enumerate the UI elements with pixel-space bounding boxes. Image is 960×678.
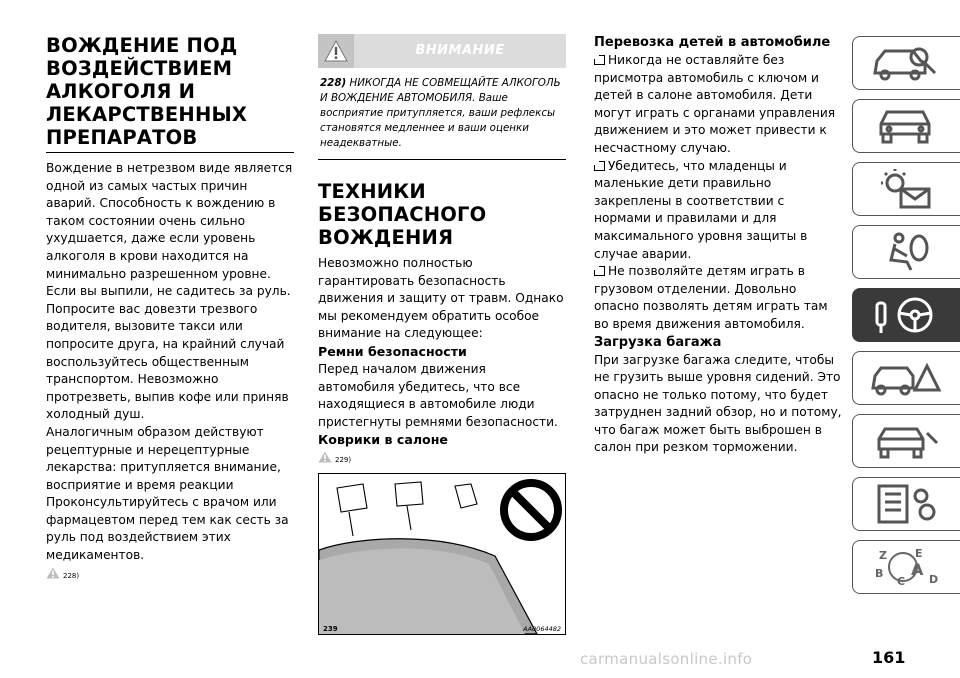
car-front-icon	[867, 104, 947, 148]
svg-text:E: E	[914, 547, 923, 560]
alcohol-paragraph: Вождение в нетрезвом виде является одной из самых частых причин аварий. Способность к вождению в таком состоянии очень сильно ухудшается, даже если уровень алкоголя в крови находится на минимально разрешенном уровне. Если вы выпили, не садитесь за руль. Попросите вас довезти трезвого водителя, вызовите такси или попросите друга, на крайний случай воспользуйтесь общественным транспортом. Невозможно протрезветь, выпив кофе или приняв холодный душ.	[46, 161, 293, 422]
warning-box	[318, 68, 566, 160]
tab-car-search[interactable]	[852, 36, 960, 90]
column-alcohol	[46, 34, 294, 581]
subheading-luggage: Загрузка багажа	[594, 334, 722, 350]
warning-title: ВНИМАНИЕ	[415, 43, 505, 58]
heading-rule	[46, 152, 294, 153]
medicine-paragraph: Аналогичным образом действуют рецептурные и нерецептурные лекарства: притупляется внимание, восприятие и время реакции Проконсультируйтесь с врачом или фармацевтом перед тем как сесть за руль под воздействием этих медикаментов.	[46, 424, 289, 563]
note-reference	[46, 567, 294, 581]
column-children	[594, 34, 844, 457]
warning-text: НИКОГДА НЕ СОВМЕЩАЙТЕ АЛКОГОЛЬ И ВОЖДЕНИЕ АВТОМОБИЛЯ. Ваше восприятие притупляется, ваши рефлексы становятся медленнее и ваши оценки неадекватные.	[320, 77, 561, 149]
bullet-icon	[594, 55, 605, 65]
tab-index[interactable]	[852, 540, 960, 594]
svg-text:C: C	[896, 575, 905, 588]
car-wrench-icon	[867, 419, 947, 463]
watermark: carmanualsonline.info	[580, 650, 753, 668]
subheading-seatbelts: Ремни безопасности	[318, 343, 467, 359]
section-heading-alcohol: ВОЖДЕНИЕ ПОД ВОЗДЕЙСТВИЕМ АЛКОГОЛЯ И ЛЕКАРСТВЕННЫХ ПРЕПАРАТОВ	[46, 34, 248, 149]
subheading-children: Перевозка детей в автомобиле	[594, 35, 831, 50]
car-warning-triangle-icon	[867, 356, 947, 400]
bullet-item: Не позволяйте детям играть в грузовом отделении. Довольно опасно позволять детям играть там во время движения автомобиля.	[594, 264, 828, 331]
page-number: 161	[872, 648, 906, 667]
airbag-seat-icon	[867, 230, 947, 274]
chapter-tabs	[852, 36, 960, 603]
note-number: 229)	[335, 456, 352, 465]
tab-car-front[interactable]	[852, 99, 960, 153]
tab-maintenance[interactable]	[852, 414, 960, 468]
svg-text:D: D	[928, 573, 938, 586]
luggage-paragraph: При загрузке багажа следите, чтобы не грузить выше уровня сидений. Это опасно не только потому, что будет затруднен задний обзор, но и потому, что багаж может быть выброшен в салон при резком торможении.	[594, 352, 842, 455]
warning-triangle-icon	[46, 567, 60, 579]
note-reference	[318, 451, 566, 465]
note-number: 228)	[63, 571, 80, 580]
tab-technical-data[interactable]	[852, 477, 960, 531]
tab-safety[interactable]	[852, 225, 960, 279]
bullet-icon	[594, 161, 605, 171]
tab-driving[interactable]	[852, 288, 960, 342]
warning-header	[318, 34, 566, 68]
figure-number: 239	[323, 625, 338, 634]
warning-triangle-icon	[318, 451, 332, 463]
warning-light-envelope-icon	[867, 167, 947, 211]
column-techniques	[318, 34, 566, 635]
bullet-icon	[594, 266, 605, 276]
techniques-intro: Невозможно полностью гарантировать безопасность движения и защиту от травм. Однако мы рекомендуем обратить особое внимание на следующее:	[318, 256, 564, 341]
pedals-floor-mat-illustration	[319, 474, 566, 634]
svg-text:A: A	[910, 560, 923, 579]
steering-wheel-key-icon	[867, 293, 947, 337]
bullet-item: Убедитесь, что младенцы и маленькие дети правильно закреплены в соответствии с нормами и правилами и для максимального уровня защиты в случае аварии.	[594, 158, 808, 261]
car-search-icon	[867, 41, 947, 85]
section-heading-techniques: ТЕХНИКИ БЕЗОПАСНОГО ВОЖДЕНИЯ	[318, 180, 487, 249]
list-gears-icon	[867, 482, 947, 526]
warning-number: 228)	[320, 77, 347, 89]
tab-warning-lights[interactable]	[852, 162, 960, 216]
alphabet-index-icon	[867, 545, 947, 589]
floor-mat-figure	[318, 473, 566, 635]
subheading-floor-mats: Коврики в салоне	[318, 432, 448, 448]
bullet-item: Никогда не оставляйте без присмотра автомобиль с ключом и детей в салоне автомобиля. Дети могут играть с органами управления движением и это может привести к несчастному случаю.	[594, 53, 836, 155]
seatbelts-paragraph: Перед началом движения автомобиля убедитесь, что все находящиеся в автомобиле люди пристегнуты ремнями безопасности.	[318, 361, 558, 429]
figure-code: AA0064482	[523, 625, 561, 634]
svg-text:B: B	[874, 567, 883, 580]
warning-triangle-icon	[324, 40, 348, 62]
svg-text:Z: Z	[878, 549, 887, 562]
tab-emergency[interactable]	[852, 351, 960, 405]
